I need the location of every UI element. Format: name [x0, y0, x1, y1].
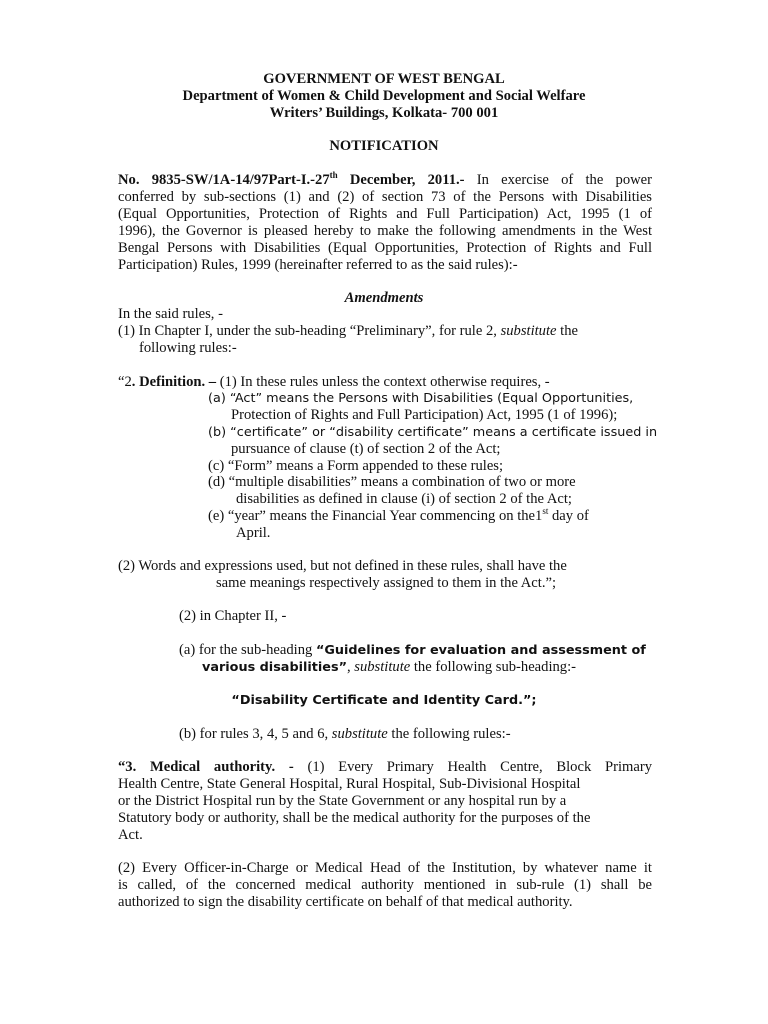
- definition-a-cont: Protection of Rights and Full Participation) Act, 1995 (1 of 1996);: [231, 407, 618, 423]
- definition-c: (c) “Form” means a Form appended to these rules;: [208, 458, 504, 474]
- rule-3-line-5: Act.: [118, 827, 143, 843]
- definition-a: (a) “Act” means the Persons with Disabilities (Equal Opportunities,: [208, 391, 634, 406]
- amendment-item-1: (1) In Chapter I, under the sub-heading “Preliminary”, for rule 2, substitute the: [118, 323, 578, 339]
- definition-d-cont: disabilities as defined in clause (i) of section 2 of the Act;: [236, 491, 572, 507]
- definition-d: (d) “multiple disabilities” means a combination of two or more: [208, 474, 576, 490]
- definition-sub-rule-2-cont: same meanings respectively assigned to them in the Act.”;: [216, 575, 557, 591]
- rule-3-line-1: “3. Medical authority. - (1) Every Primary Health Centre, Block Primary: [118, 759, 652, 775]
- said-rules-line: In the said rules, -: [118, 306, 223, 322]
- definition-b: (b) “certificate” or “disability certificate” means a certificate issued in: [208, 425, 658, 440]
- chapter-2-item-a: (a) for the sub-heading “Guidelines for evaluation and assessment of: [179, 642, 646, 658]
- rule-3-line-3: or the District Hospital run by the State Government or any hospital run by a: [118, 793, 567, 809]
- department-title: Department of Women & Child Development and Social Welfare: [182, 88, 586, 104]
- definition-b-cont: pursuance of clause (t) of section 2 of the Act;: [231, 441, 501, 457]
- date-suffix: th: [329, 170, 338, 181]
- intro-line-2: conferred by sub-sections (1) and (2) of section 73 of the Persons with Disabilities: [118, 189, 652, 205]
- notification-number: No. 9835-SW/1A-14/97Part-I.-27: [118, 172, 330, 188]
- notification-date: December, 2011.-: [337, 172, 465, 188]
- intro-line-4: 1996), the Governor is pleased hereby to make the following amendments in the West: [118, 223, 652, 239]
- rule-3-line-4: Statutory body or authority, shall be the medical authority for the purposes of the: [118, 810, 591, 826]
- chapter-2-item-b: (b) for rules 3, 4, 5 and 6, substitute the following rules:-: [179, 726, 511, 742]
- definition-e: (e) “year” means the Financial Year commencing on the1st day of: [208, 506, 589, 524]
- rule-3-sub-rule-2-line-3: authorized to sign the disability certificate on behalf of that medical authority.: [118, 894, 573, 910]
- rule-3-sub-rule-2-line-1: (2) Every Officer-in-Charge or Medical Head of the Institution, by whatever name it: [118, 860, 652, 876]
- definition-rule-heading: “2. Definition. – (1) In these rules unless the context otherwise requires, -: [118, 374, 550, 390]
- amendments-heading: Amendments: [344, 290, 424, 306]
- address-line: Writers’ Buildings, Kolkata- 700 001: [269, 105, 499, 121]
- definition-e-cont: April.: [236, 525, 271, 541]
- notification-title: NOTIFICATION: [329, 138, 439, 154]
- chapter-2-heading: (2) in Chapter II, -: [179, 608, 287, 624]
- rule-3-title: “3. Medical authority. -: [118, 759, 294, 775]
- government-title: GOVERNMENT OF WEST BENGAL: [263, 71, 505, 87]
- intro-line-1: No. 9835-SW/1A-14/97Part-I.-27th December, 2011.- In exercise of the power: [118, 170, 653, 188]
- rule-3-line-2: Health Centre, State General Hospital, Rural Hospital, Sub-Divisional Hospital: [118, 776, 581, 792]
- intro-line-6: Participation) Rules, 1999 (hereinafter referred to as the said rules):-: [118, 257, 518, 273]
- rule-3-sub-rule-2-line-2: is called, of the concerned medical authority mentioned in sub-rule (1) shall be: [118, 877, 652, 893]
- chapter-2-item-a-cont: various disabilities”, substitute the following sub-heading:-: [202, 659, 577, 675]
- intro-line-5: Bengal Persons with Disabilities (Equal Opportunities, Protection of Rights and Full: [118, 240, 652, 256]
- definition-sub-rule-2: (2) Words and expressions used, but not defined in these rules, shall have the: [118, 558, 567, 574]
- amendment-item-1-cont: following rules:-: [139, 340, 237, 356]
- new-subheading: “Disability Certificate and Identity Card.”;: [231, 693, 537, 708]
- intro-line-3: (Equal Opportunities, Protection of Rights and Full Participation) Act, 1995 (1 of: [118, 206, 652, 222]
